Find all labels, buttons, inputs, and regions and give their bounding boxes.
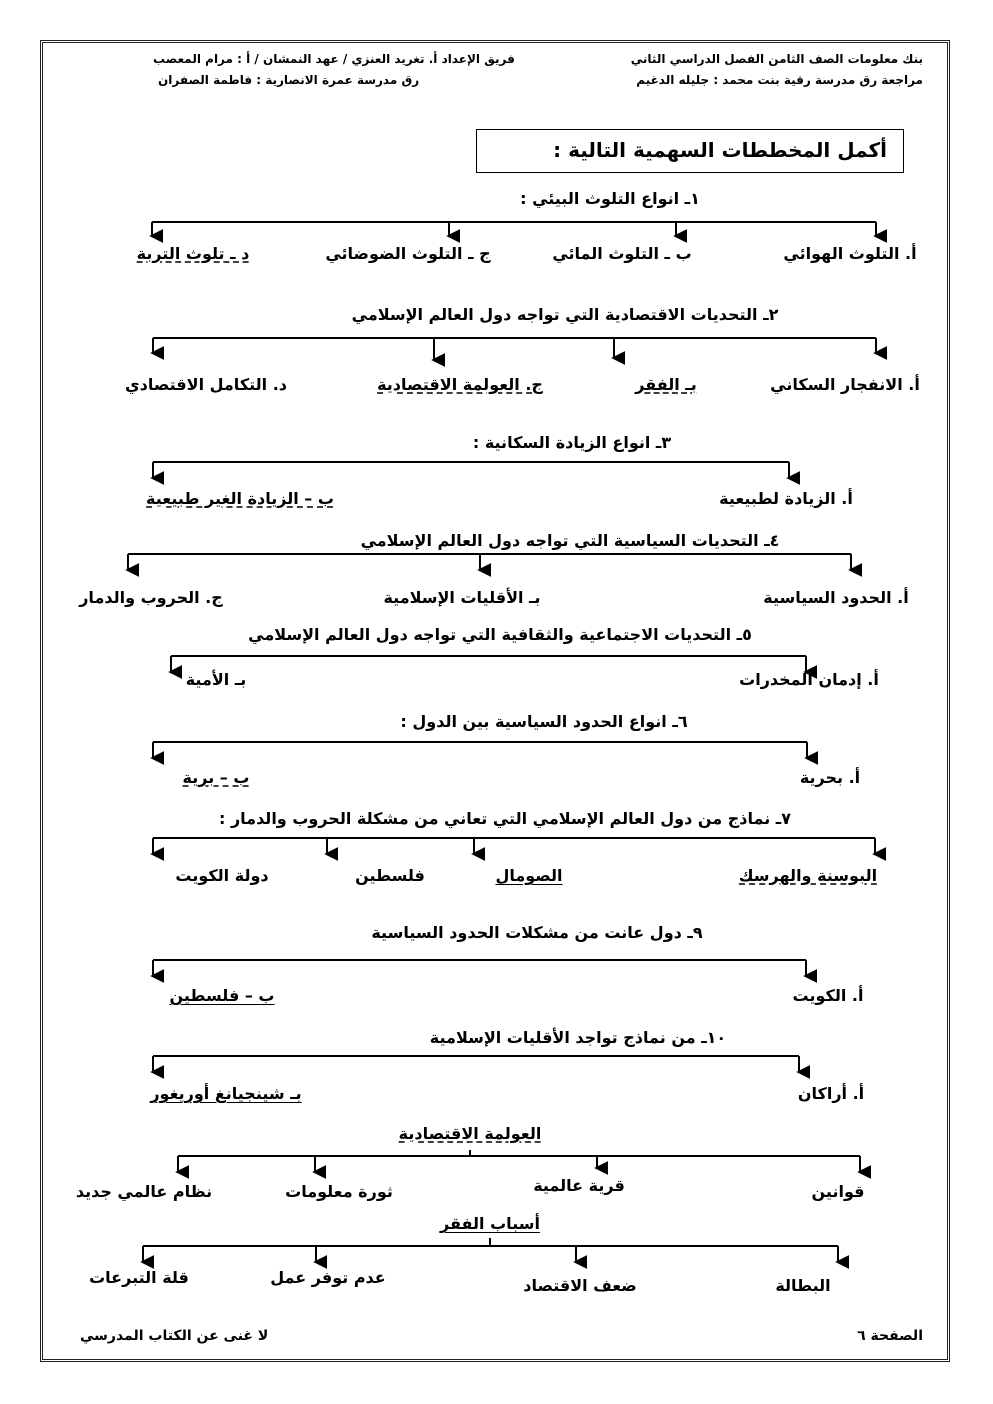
poverty-heading: أسباب الفقر <box>440 1214 540 1233</box>
diagram-2-item-b: بـ الفقر <box>635 375 697 394</box>
diagram-4-item-c: ج. الحروب والدمار <box>79 588 223 607</box>
globalization-item-4: نظام عالمي جديد <box>75 1182 213 1201</box>
footer-note: لا غنى عن الكتاب المدرسي <box>80 1328 269 1344</box>
diagram-3-item-b: ب – الزيادة الغير طبيعية <box>146 489 334 508</box>
poverty-item-4: قلة التبرعات <box>89 1268 189 1287</box>
diagram-6-item-b: ب – برية <box>182 768 250 787</box>
diagram-7-item-b: الصومال <box>495 866 563 885</box>
globalization-item-3: ثورة معلومات <box>285 1182 393 1201</box>
poverty-item-2: ضعف الاقتصاد <box>523 1276 637 1295</box>
diagram-2-heading: ٢ـ التحديات الاقتصادية التي تواجه دول العالم الإسلامي <box>351 305 779 324</box>
poverty-item-1: البطالة <box>775 1276 831 1295</box>
diagram-7-item-a: البوسنة والهرسك <box>738 866 878 885</box>
diagram-9-item-a: أ. الكويت <box>792 986 864 1005</box>
diagram-7-heading: ٧ـ نماذج من دول العالم الإسلامي التي تعاني من مشكلة الحروب والدمار : <box>218 809 792 828</box>
diagram-5-item-b: بـ الأمية <box>185 670 247 689</box>
globalization-item-2: قرية عالمية <box>533 1176 625 1195</box>
diagram-7-item-d: دولة الكويت <box>175 866 269 885</box>
diagram-2-item-d: د. التكامل الاقتصادي <box>124 375 288 394</box>
diagram-9-item-b: ب – فلسطين <box>169 986 275 1005</box>
diagram-10-item-a: أ. أراكان <box>797 1084 865 1103</box>
poverty-item-3: عدم توفر عمل <box>270 1268 386 1287</box>
diagram-3-heading: ٣ـ انواع الزيادة السكانية : <box>472 433 672 452</box>
header-team-info: فريق الإعداد أ. تغريد العنزي / عهد النمشان / أ : مرام المعصب <box>153 52 515 66</box>
globalization-heading: العولمة الاقتصادية <box>398 1124 542 1143</box>
diagram-5-heading: ٥ـ التحديات الاجتماعية والثقافية التي تواجه دول العالم الإسلامي <box>248 625 752 644</box>
diagram-5-item-a: أ. إدمان المخدرات <box>739 670 879 689</box>
diagram-1-item-a: أ. التلوث الهوائي <box>783 244 917 263</box>
page-number: الصفحة ٦ <box>857 1328 923 1344</box>
diagram-6-item-a: أ. بحرية <box>799 768 861 787</box>
diagram-1-heading: ١ـ انواع التلوث البيئي : <box>520 189 700 208</box>
diagram-3-item-a: أ. الزيادة لطبيعية <box>719 489 853 508</box>
header-review-info: مراجعة رق مدرسة رقية بنت محمد : جليله الدغيم <box>636 73 923 87</box>
header-bank-info: بنك معلومات الصف الثامن الفصل الدراسي الثاني <box>630 52 923 66</box>
diagram-4-heading: ٤ـ التحديات السياسية التي تواجه دول العالم الإسلامي <box>360 531 780 550</box>
diagram-6-heading: ٦ـ انواع الحدود السياسية بين الدول : <box>400 712 688 731</box>
diagram-1-item-b: ب ـ التلوث المائي <box>552 244 692 263</box>
diagram-2-item-c: ج. العولمة الاقتصادية <box>377 375 543 394</box>
diagram-9-heading: ٩ـ دول عانت من مشكلات الحدود السياسية <box>371 923 703 942</box>
globalization-item-1: قوانين <box>811 1182 865 1201</box>
diagram-4-item-a: أ. الحدود السياسية <box>763 588 909 607</box>
instructions-title: أكمل المخططات السهمية التالية : <box>553 138 887 162</box>
diagram-7-item-c: فلسطين <box>355 866 425 885</box>
diagram-1-item-c: ج ـ التلوث الضوضائي <box>325 244 491 263</box>
header-school-info: رق مدرسة عمرة الانصارية : فاطمة الصفران <box>158 73 420 87</box>
diagram-10-item-b: بـ شينجيانغ أوريغور <box>150 1084 302 1103</box>
diagram-10-heading: ١٠ـ من نماذج تواجد الأقليات الإسلامية <box>429 1028 727 1047</box>
diagram-1-item-d: د ـ تلوث التربة <box>136 244 250 263</box>
diagram-2-item-a: أ. الانفجار السكاني <box>770 375 920 394</box>
diagram-4-item-b: بـ الأقليات الإسلامية <box>383 588 541 607</box>
